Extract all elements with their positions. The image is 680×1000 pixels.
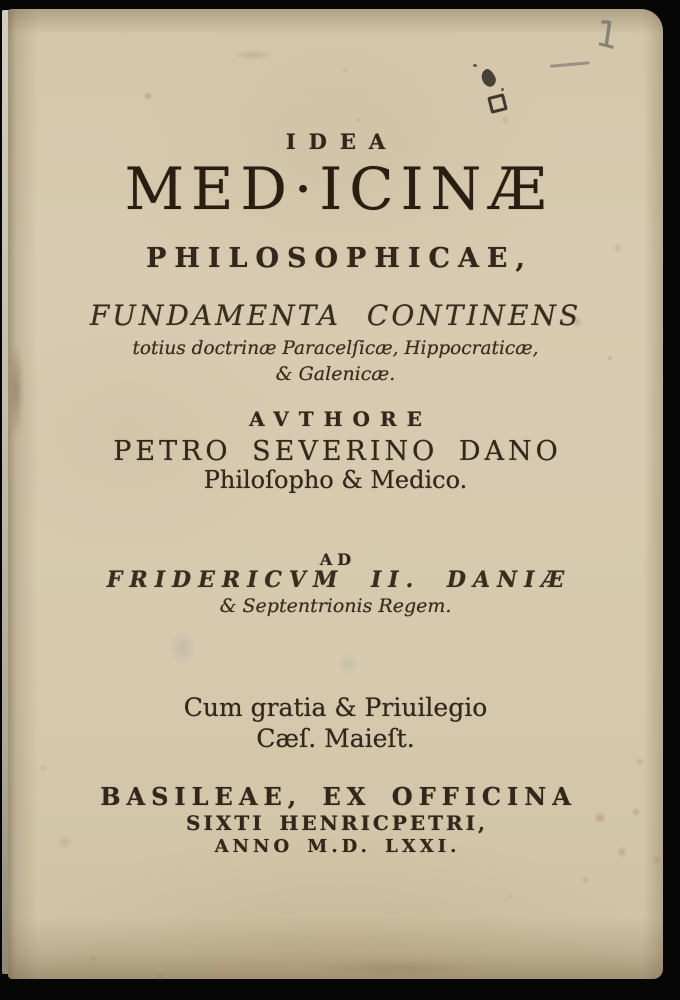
- author-epithet: Philoſopho & Medico.: [203, 466, 468, 494]
- ink-speck: [473, 64, 477, 67]
- privilege-line-1: Cum gratia & Priuilegio: [183, 693, 488, 722]
- dedication-epithet: & Septentrionis Regem.: [219, 595, 452, 617]
- handwritten-page-number: 1: [593, 12, 622, 59]
- imprint-place: BASILEAE, EX OFFICINA: [100, 782, 577, 811]
- subtitle-line-totius: totius doctrinæ Paracelſicæ, Hippocraticæ,: [132, 338, 539, 359]
- title-line-idea: IDEA: [285, 129, 399, 154]
- author-name: PETRO SEVERINO DANO: [113, 436, 562, 467]
- imprint-year: ANNO M.D. LXXI.: [214, 836, 461, 857]
- imprint-printer: SIXTI HENRICPETRI,: [186, 811, 488, 835]
- privilege-line-2: Cæſ. Maieſt.: [256, 724, 415, 753]
- title-line-medicinae: MED·ICINÆ: [124, 155, 554, 223]
- dedication-name: FRIDERICVM II. DANIÆ: [106, 567, 572, 593]
- ink-speck: [501, 88, 504, 91]
- dedication-heading: AD: [319, 550, 357, 569]
- author-heading: AVTHORE: [249, 407, 432, 431]
- subtitle-line-galenicae: & Galenicæ.: [275, 363, 396, 385]
- title-page-paper: [8, 9, 663, 979]
- title-line-philosophicae: PHILOSOPHICAE,: [146, 243, 533, 274]
- subtitle-line-fundamenta: FUNDAMENTA CONTINENS: [89, 299, 582, 332]
